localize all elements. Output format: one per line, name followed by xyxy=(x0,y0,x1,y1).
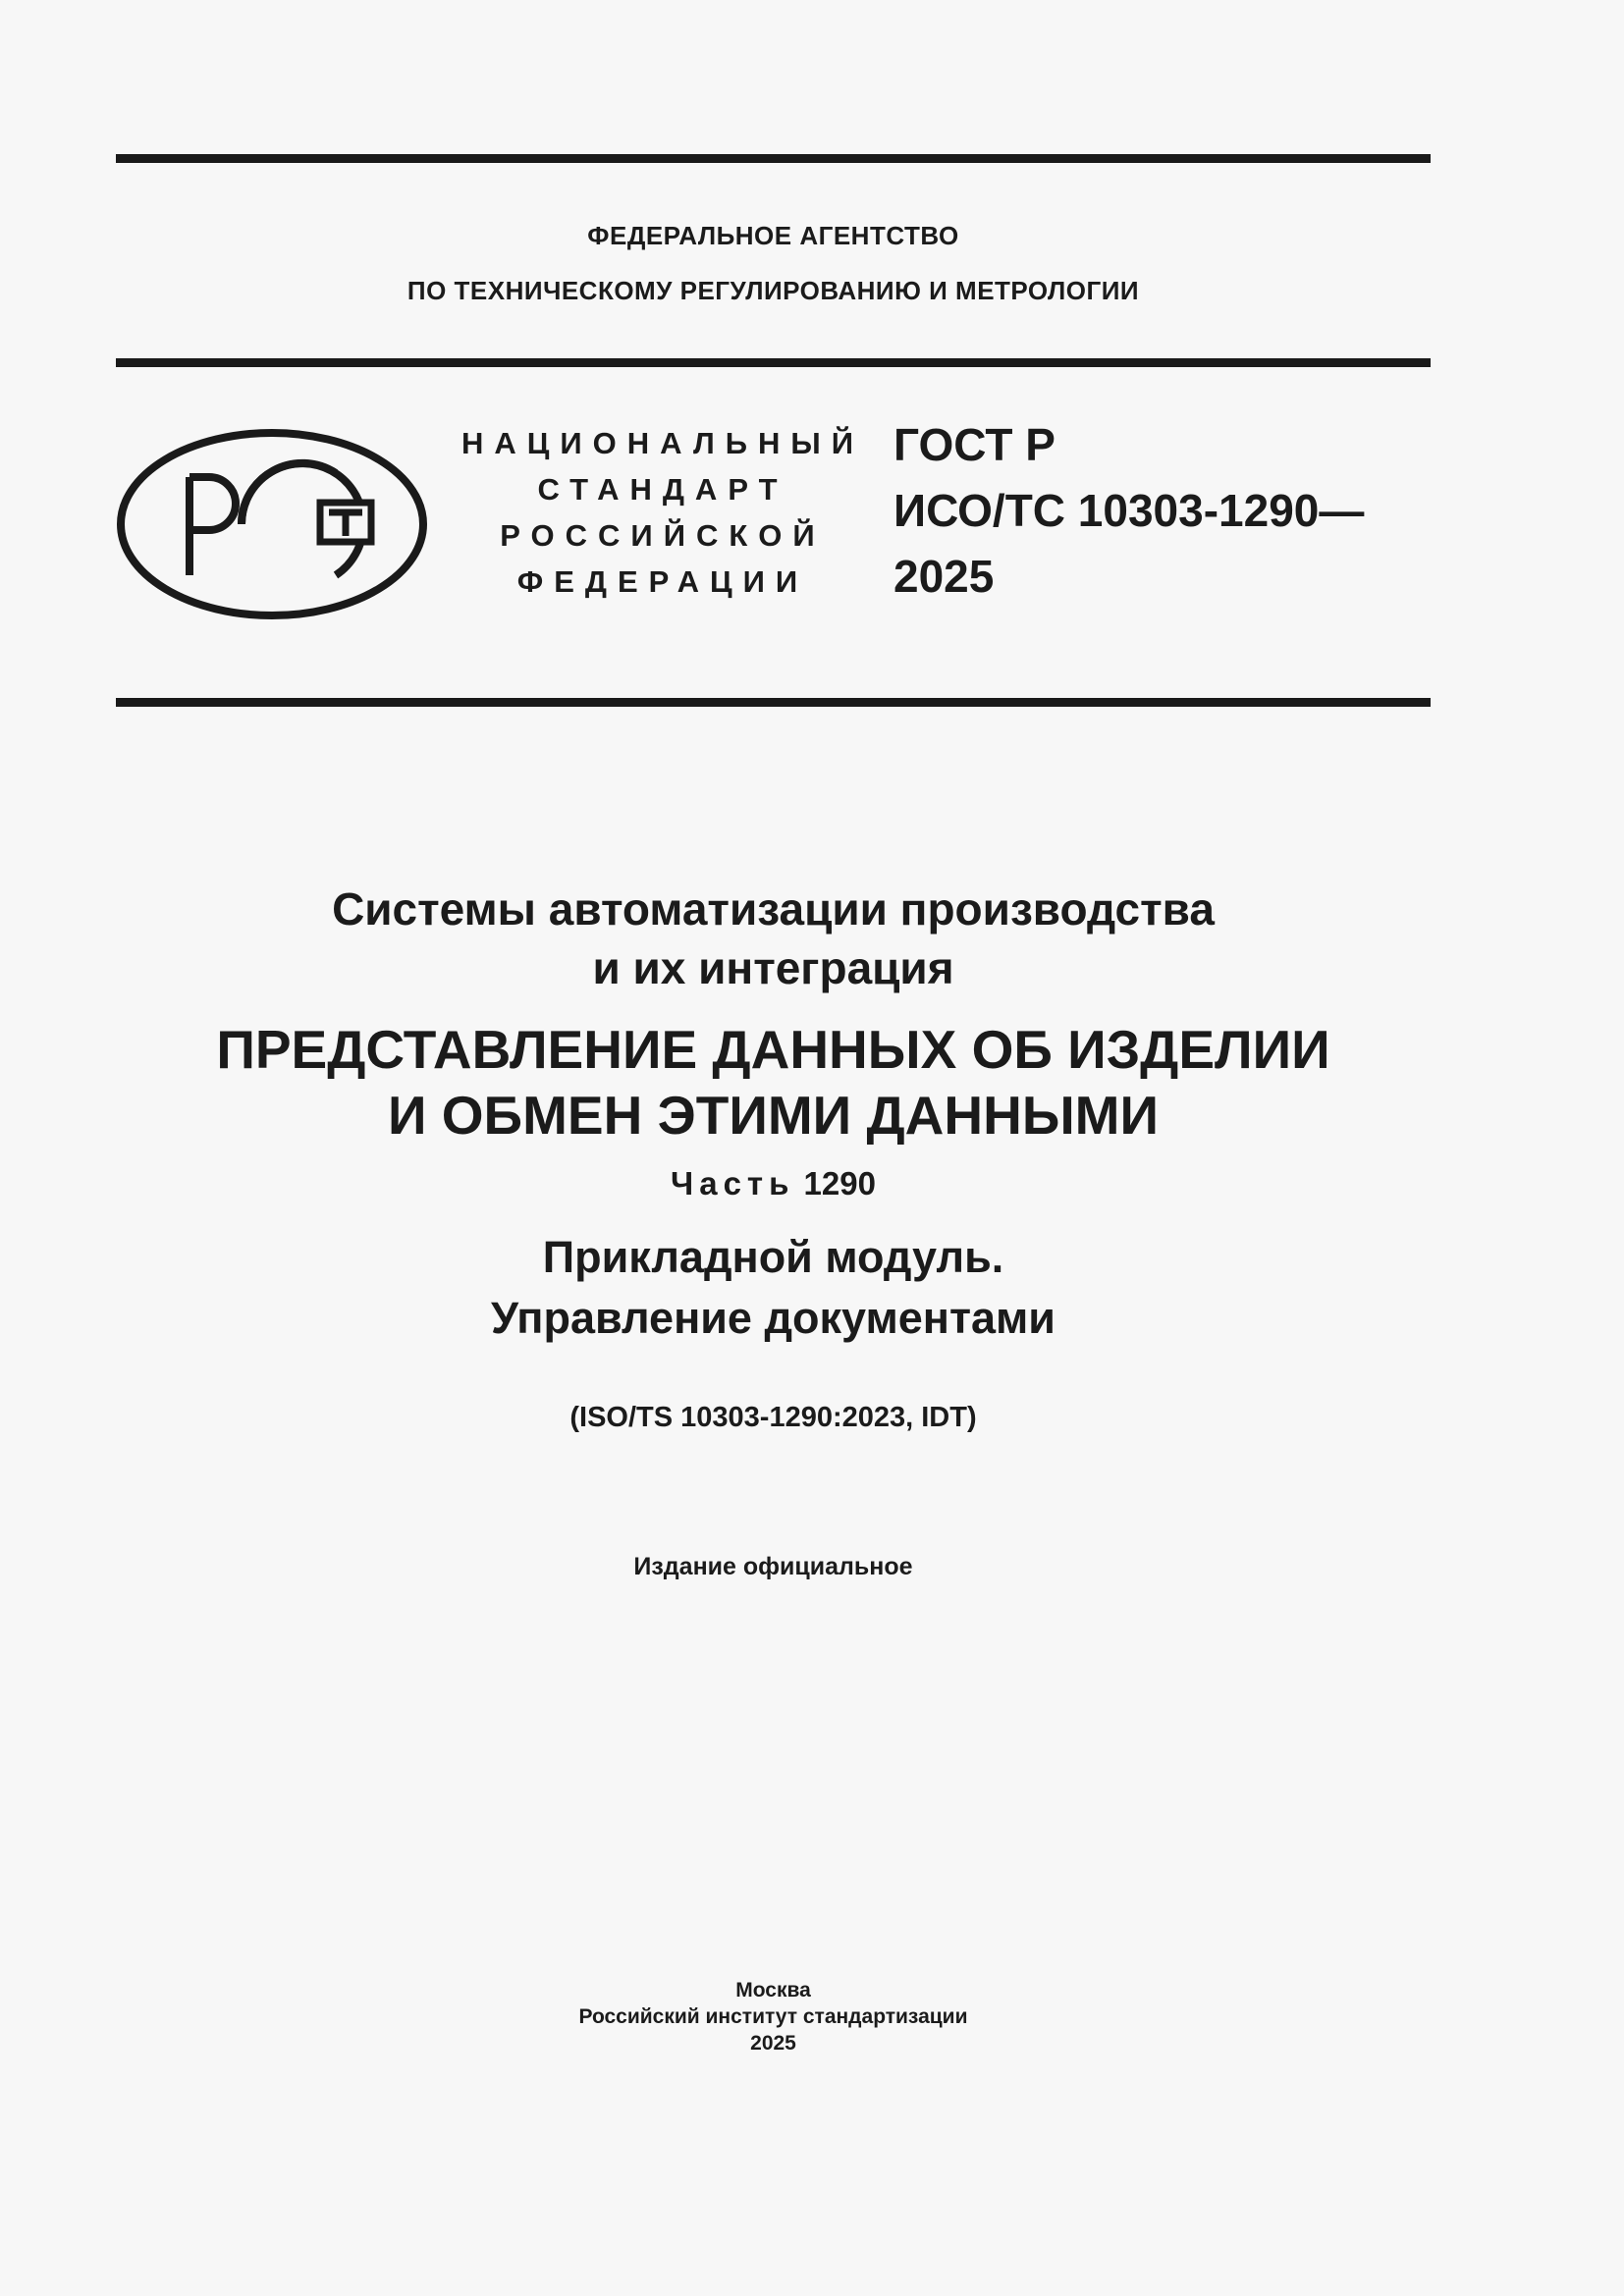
masthead-bottom-rule xyxy=(116,698,1431,707)
gost-r-logo xyxy=(116,428,428,620)
national-standard-line4: ФЕДЕРАЦИИ xyxy=(516,564,809,599)
national-standard-line3: РОССИЙСКОЙ xyxy=(500,518,826,553)
general-title-line2: и их интеграция xyxy=(592,942,954,993)
main-title-line2: И ОБМЕН ЭТИМИ ДАННЫМИ xyxy=(387,1085,1160,1146)
publisher-imprint xyxy=(0,1977,1546,2056)
imprint-city: Москва xyxy=(735,1979,811,2002)
agency-name-line1: ФЕДЕРАЛЬНОЕ АГЕНТСТВО xyxy=(587,221,959,250)
part-word: Часть xyxy=(671,1165,795,1201)
designation-line1: ГОСТ Р xyxy=(893,419,1056,470)
part-label xyxy=(0,1165,1546,1202)
sub-title xyxy=(0,1227,1546,1349)
imprint-publisher: Российский институт стандартизации xyxy=(578,2005,968,2028)
designation-line3: 2025 xyxy=(893,551,995,602)
part-number: 1290 xyxy=(803,1165,876,1201)
top-rule xyxy=(116,154,1431,163)
general-title xyxy=(0,880,1546,997)
designation-line2: ИСО/ТС 10303-1290— xyxy=(893,485,1365,536)
agency-name-line2: ПО ТЕХНИЧЕСКОМУ РЕГУЛИРОВАНИЮ И МЕТРОЛОГИИ xyxy=(406,276,1140,305)
main-title xyxy=(0,1017,1546,1148)
sub-title-line2: Управление документами xyxy=(491,1293,1056,1343)
iso-reference: (ISO/TS 10303-1290:2023, IDT) xyxy=(569,1402,977,1433)
sub-title-line1: Прикладной модуль. xyxy=(542,1232,1004,1282)
national-standard-label xyxy=(432,420,893,605)
standard-designation xyxy=(893,412,1364,610)
header-bottom-rule xyxy=(116,358,1431,367)
imprint-year: 2025 xyxy=(750,2032,796,2055)
national-standard-line1: НАЦИОНАЛЬНЫЙ xyxy=(460,426,865,460)
general-title-line1: Системы автоматизации производства xyxy=(332,883,1215,934)
main-title-line1: ПРЕДСТАВЛЕНИЕ ДАННЫХ ОБ ИЗДЕЛИИ xyxy=(216,1019,1330,1080)
national-standard-line2: СТАНДАРТ xyxy=(537,472,788,507)
official-edition: Издание официальное xyxy=(633,1553,913,1580)
